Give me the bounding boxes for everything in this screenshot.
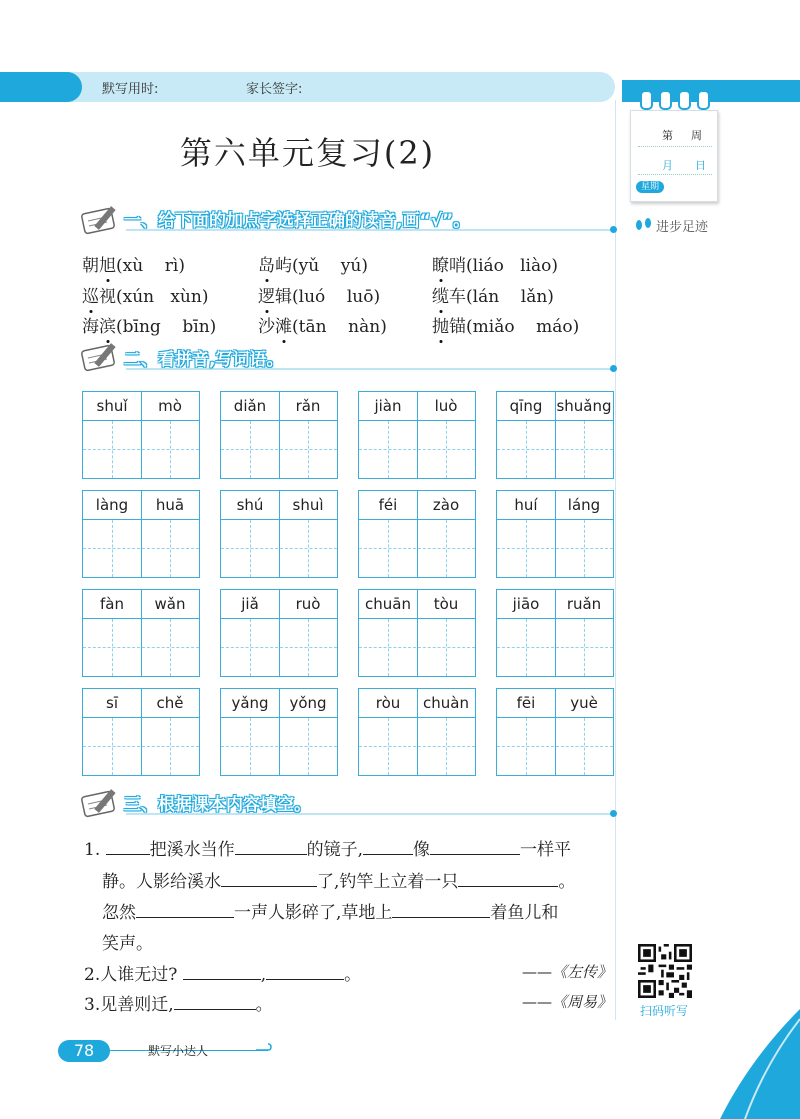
pinyin-label: diǎn [233,397,267,415]
question-3 [84,990,273,1015]
word-character: 哨 [449,256,466,276]
grid-line [308,718,309,775]
grid-line [170,619,171,676]
answer-blank[interactable] [174,993,256,1010]
answer-blank[interactable] [392,901,490,918]
header-bar [0,72,615,102]
grid-line [221,717,337,718]
reading-choice-item[interactable] [432,251,558,276]
section-1-title: 一、给下面的加点字选择正确的读音,画“√”。 [124,211,471,231]
pinyin-label: mò [158,397,182,415]
grid-line [83,746,199,747]
grid-line [497,717,613,718]
dotted-character: 瞭 [432,256,449,276]
pinyin-label: ruò [295,595,321,613]
pinyin-label: chuàn [423,694,469,712]
question-text: 3.见善则迁, [84,995,174,1015]
reading-choice-item[interactable] [432,312,579,337]
answer-blank[interactable] [183,963,261,980]
dotted-character: 抛 [432,317,449,337]
grid-line [221,746,337,747]
writing-grid-block[interactable] [220,589,338,677]
grid-line [584,421,585,478]
grid-line [83,717,199,718]
writing-grid-block[interactable] [358,688,476,776]
answer-blank[interactable] [221,870,317,887]
word-character: 视 [99,287,116,307]
grid-line [584,520,585,577]
grid-line [308,520,309,577]
pinyin-label: huí [514,496,538,514]
grid-line [170,520,171,577]
scan-qr-label: 扫码听写 [640,1004,689,1018]
pinyin-label: ròu [375,694,401,712]
grid-line [221,548,337,549]
dotted-character: 滨 [99,317,116,337]
grid-line [526,718,527,775]
grid-line [250,718,251,775]
grid-line [308,421,309,478]
pinyin-label: shuǐ [96,397,128,415]
dotted-character: 巡 [82,287,99,307]
word-character: 沙 [258,317,275,337]
grid-line [112,619,113,676]
grid-line [497,420,613,421]
grid-line [388,718,389,775]
grid-line [584,718,585,775]
pinyin-label: shuì [292,496,324,514]
pinyin-label: wǎn [154,595,186,613]
pinyin-label: tòu [433,595,459,613]
question-1-line-1 [84,835,571,860]
grid-line [497,519,613,520]
answer-blank[interactable] [430,838,520,855]
pencil-note-icon [80,340,126,372]
pinyin-label: rǎn [295,397,321,415]
pinyin-options: (xù rì) [116,256,185,276]
writing-grid-block[interactable] [220,391,338,479]
grid-line [221,519,337,520]
pinyin-label: ruǎn [566,595,602,613]
dotted-character: 缆 [432,287,449,307]
question-text: 一声人影碎了,草地上 [234,903,393,923]
page-number: 78 [58,1040,110,1062]
pinyin-options: (xún xùn) [116,287,209,307]
curl-arrow-icon [254,1043,272,1057]
pinyin-options: (yǔ yú) [292,256,368,276]
word-character: 车 [449,287,466,307]
corner-decoration [710,1009,800,1119]
writing-grid-block[interactable] [358,490,476,578]
grid-line [359,618,475,619]
pinyin-options: (tān nàn) [292,317,387,337]
dotted-character: 旭 [99,256,116,276]
grid-line [170,421,171,478]
writing-grid-block[interactable] [82,391,200,479]
calendar-line [638,174,712,175]
answer-blank[interactable] [136,901,234,918]
grid-line [497,647,613,648]
question-text: 2.人谁无过? [84,965,178,985]
grid-line [221,449,337,450]
ring-icon [678,90,691,110]
word-character: 海 [82,317,99,337]
question-1-line-2 [102,867,575,892]
reading-choice-item[interactable] [258,312,387,337]
word-character: 屿 [275,256,292,276]
grid-line [308,619,309,676]
pinyin-label: jiǎ [241,595,259,613]
section-dot [610,365,617,372]
grid-line [388,421,389,478]
grid-line [112,718,113,775]
writing-grid-block[interactable] [82,490,200,578]
grid-line [584,619,585,676]
word-character: 朝 [82,256,99,276]
answer-blank[interactable] [363,838,413,855]
question-text: 。 [255,995,273,1015]
dotted-character: 逻 [258,287,275,307]
question-text: 着鱼儿和 [490,903,559,923]
month-label: 月 [662,159,673,172]
writing-grid-block[interactable] [358,589,476,677]
pinyin-options: (miǎo máo) [466,317,580,337]
answer-blank[interactable] [458,870,558,887]
calendar-line [638,146,712,147]
page-title: 第六单元复习(2) [179,134,436,172]
header-tab [0,72,82,102]
answer-blank[interactable] [266,963,344,980]
question-text: 忽然 [102,903,136,923]
pinyin-options: (bīng bīn) [116,317,217,337]
grid-line [446,520,447,577]
pinyin-label: fàn [100,595,124,613]
grid-line [526,421,527,478]
answer-blank[interactable] [235,838,307,855]
pinyin-options: (lán lǎn) [466,287,554,307]
question-text: 的镜子, [306,840,364,860]
pinyin-label: chě [156,694,184,712]
grid-line [112,421,113,478]
grid-line [359,717,475,718]
question-number: 1. [84,840,101,860]
pinyin-label: jiàn [374,397,402,415]
section-dot [610,226,617,233]
section-3-title: 三、根据课本内容填空。 [124,795,311,815]
writing-grid-block[interactable] [220,490,338,578]
question-text: 。 [558,872,576,892]
question-text: , [260,965,267,985]
ring-icon [640,90,653,110]
grid-line [497,746,613,747]
reading-choice-item[interactable] [432,282,554,307]
writing-grid-block[interactable] [496,490,614,578]
section-2-title: 二、看拼音,写词语。 [124,350,284,370]
grid-line [388,520,389,577]
word-character: 锚 [449,317,466,337]
pinyin-label: zào [432,496,460,514]
grid-line [83,449,199,450]
pinyin-label: qīng [509,397,543,415]
grid-line [250,520,251,577]
writing-grid-block[interactable] [82,589,200,677]
grid-line [83,519,199,520]
question-text: 。 [344,965,362,985]
pinyin-options: (liáo liào) [466,256,558,276]
week-di-label: 第 [662,129,673,142]
pinyin-label: chuān [365,595,411,613]
qr-code-icon[interactable] [638,944,692,998]
question-text: 把溪水当作 [149,840,235,860]
question-text: 像 [413,840,431,860]
grid-line [221,420,337,421]
grid-line [359,746,475,747]
reading-choice-item[interactable] [258,251,368,276]
word-character: 辑 [275,287,292,307]
pinyin-label: sī [106,694,118,712]
question-1-line-4 [102,929,153,954]
writing-grid-block[interactable] [496,589,614,677]
writing-grid-block[interactable] [496,391,614,479]
grid-line [83,618,199,619]
section-dot [610,810,617,817]
pinyin-label: jiāo [512,595,540,613]
week-zhou-label: 周 [691,129,702,142]
pinyin-label: shú [236,496,264,514]
pinyin-label: láng [567,496,601,514]
dotted-character: 岛 [258,256,275,276]
grid-line [112,520,113,577]
grid-line [221,618,337,619]
question-text: 了,钓竿上立着一只 [317,872,459,892]
question-text: 一样平 [520,840,572,860]
margin-divider [615,100,616,1020]
grid-line [388,619,389,676]
pinyin-options: (luó luō) [292,287,381,307]
grid-line [359,449,475,450]
grid-line [170,718,171,775]
grid-line [250,619,251,676]
grid-line [83,647,199,648]
source-zhouyi: ——《周易》 [522,993,613,1011]
pinyin-label: féi [378,496,398,514]
ring-icon [697,90,710,110]
answer-blank[interactable] [106,838,150,855]
question-2 [84,960,361,985]
grid-line [497,449,613,450]
grid-line [359,647,475,648]
grid-line [526,520,527,577]
question-text: 静。人影给溪水 [102,872,221,892]
pinyin-label: fēi [516,694,536,712]
grid-line [83,548,199,549]
question-text: 笑声。 [102,934,153,954]
grid-line [446,718,447,775]
writing-grid-block[interactable] [220,688,338,776]
grid-line [359,548,475,549]
reading-choice-item[interactable] [82,251,185,276]
pencil-note-icon [80,786,126,818]
reading-choice-item[interactable] [82,282,208,307]
dotted-character: 滩 [275,317,292,337]
weekday-badge: 星期 [636,181,664,193]
grid-line [359,519,475,520]
grid-line [526,619,527,676]
grid-line [83,420,199,421]
grid-line [497,618,613,619]
pinyin-label: yuè [570,694,598,712]
writing-grid-block[interactable] [82,688,200,776]
parent-signature-label: 家长签字: [246,82,303,97]
footprint-icon [634,216,654,232]
ring-icon [659,90,672,110]
pinyin-label: shuǎng [556,397,612,415]
dictation-time-label: 默写用时: [102,82,159,97]
pinyin-label: luò [434,397,458,415]
question-1-line-3 [102,898,558,923]
grid-line [221,647,337,648]
progress-label: 进步足迹 [656,220,709,235]
reading-choice-item[interactable] [82,312,216,337]
grid-line [359,420,475,421]
pinyin-label: làng [95,496,129,514]
pinyin-label: yǎng [231,694,269,712]
pencil-note-icon [80,203,126,235]
grid-line [497,548,613,549]
writing-grid-block[interactable] [496,688,614,776]
writing-grid-block[interactable] [358,391,476,479]
source-zuozhuan: ——《左传》 [522,963,613,981]
reading-choice-item[interactable] [258,282,380,307]
footer-title: 默写小达人 [148,1044,209,1058]
day-label: 日 [695,159,706,172]
grid-line [250,421,251,478]
grid-line [446,619,447,676]
pinyin-label: yǒng [289,694,327,712]
pinyin-label: huā [155,496,185,514]
grid-line [446,421,447,478]
